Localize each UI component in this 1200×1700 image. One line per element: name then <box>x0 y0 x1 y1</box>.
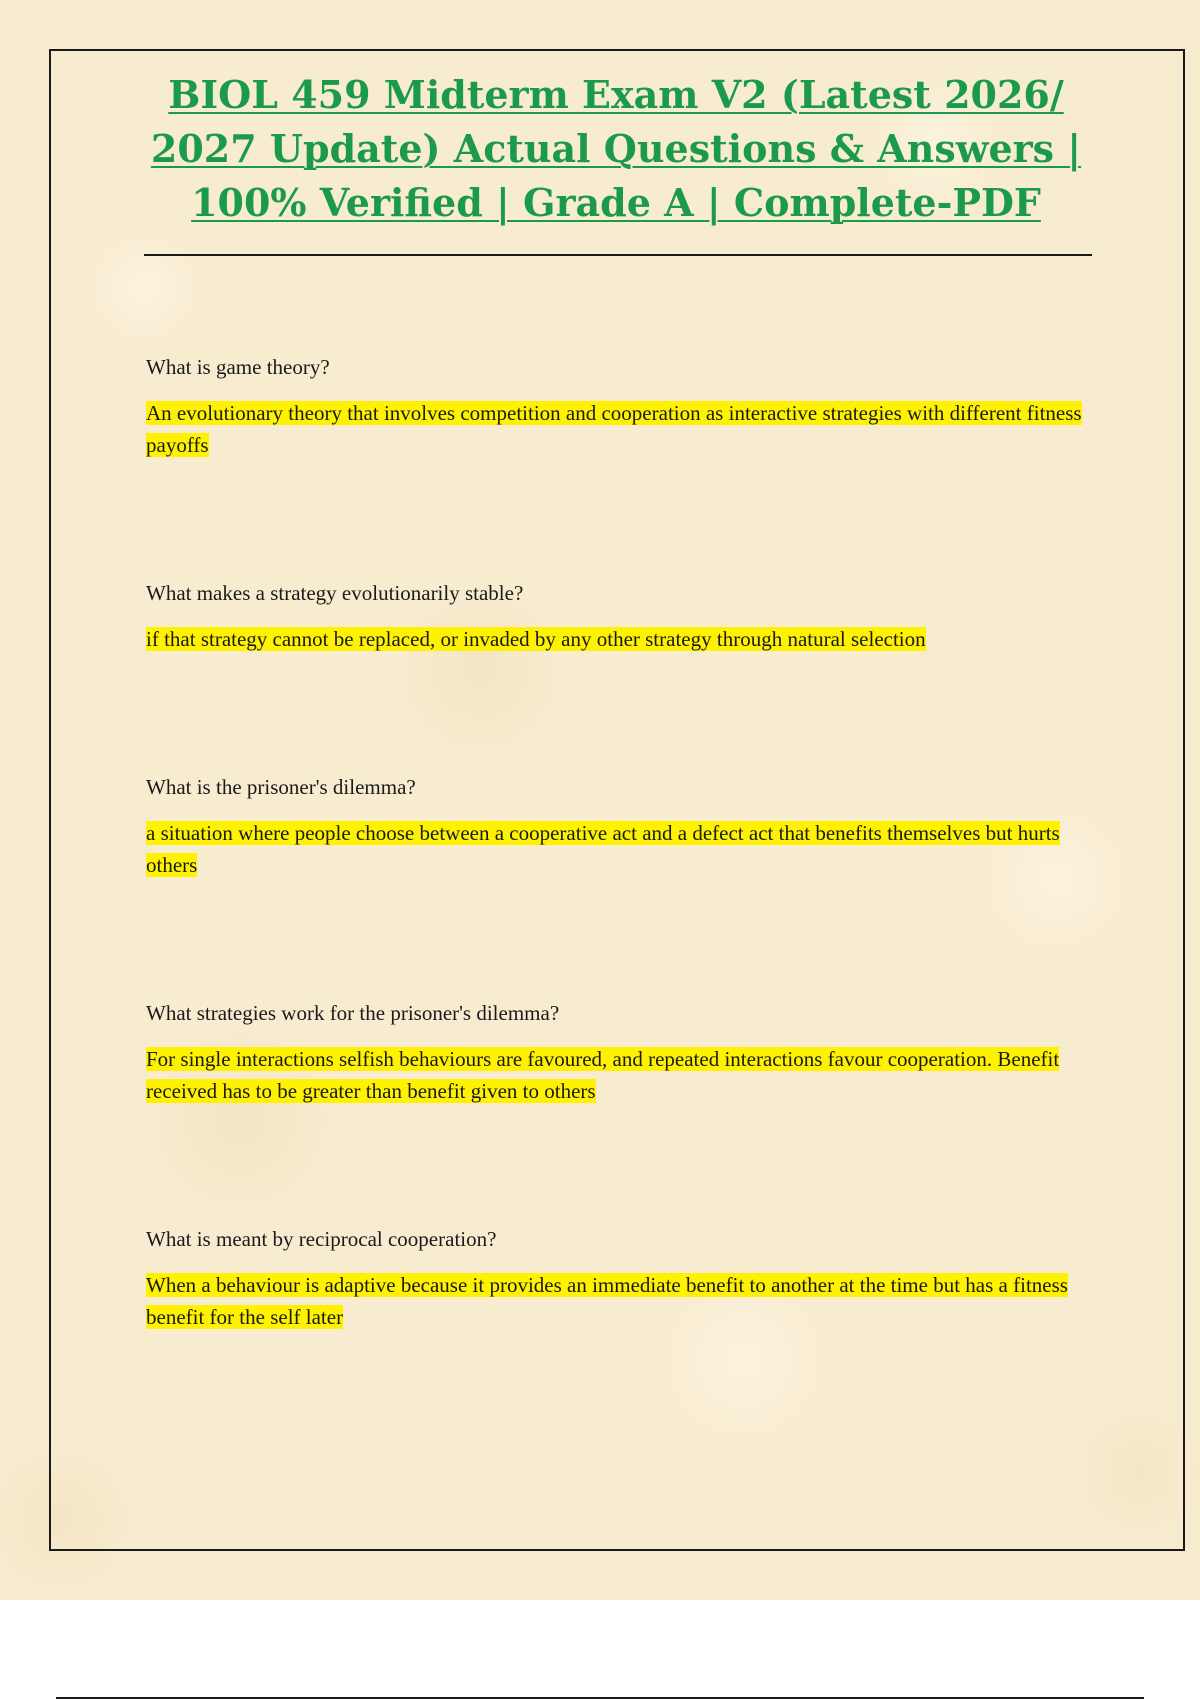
question-text: What makes a strategy evolutionarily stable? <box>146 581 524 605</box>
document-title: BIOL 459 Midterm Exam V2 (Latest 2026/ 2027 Update) Actual Questions & Answers | 100% Verified | Grade A | Complete-PDF <box>150 72 1082 225</box>
qa-item-2 <box>146 578 1086 655</box>
qa-item-1 <box>146 352 1086 461</box>
qa-item-5 <box>146 1224 1086 1333</box>
answer-highlight: a situation where people choose between a cooperative act and a defect act that benefits themselves but hurts others <box>146 821 1060 877</box>
qa-item-3 <box>146 772 1086 881</box>
footer-divider <box>56 1697 1144 1699</box>
qa-item-4 <box>146 998 1086 1107</box>
title-divider <box>144 254 1092 256</box>
question-text: What is meant by reciprocal cooperation? <box>146 1227 497 1251</box>
answer-highlight: An evolutionary theory that involves competition and cooperation as interactive strategies with different fitness payoffs <box>146 401 1082 457</box>
answer-highlight: For single interactions selfish behaviours are favoured, and repeated interactions favour cooperation. Benefit received has to be greater than benefit given to others <box>146 1047 1060 1103</box>
answer-text <box>146 397 1086 461</box>
question-text: What is game theory? <box>146 355 330 379</box>
answer-text <box>146 623 1086 655</box>
answer-text <box>146 817 1086 881</box>
question-text: What is the prisoner's dilemma? <box>146 775 416 799</box>
answer-text <box>146 1043 1086 1107</box>
answer-text <box>146 1269 1086 1333</box>
answer-highlight: When a behaviour is adaptive because it provides an immediate benefit to another at the time but has a fitness benefit for the self later <box>146 1273 1068 1329</box>
answer-highlight: if that strategy cannot be replaced, or invaded by any other strategy through natural selection <box>146 627 926 651</box>
question-text: What strategies work for the prisoner's dilemma? <box>146 1001 560 1025</box>
